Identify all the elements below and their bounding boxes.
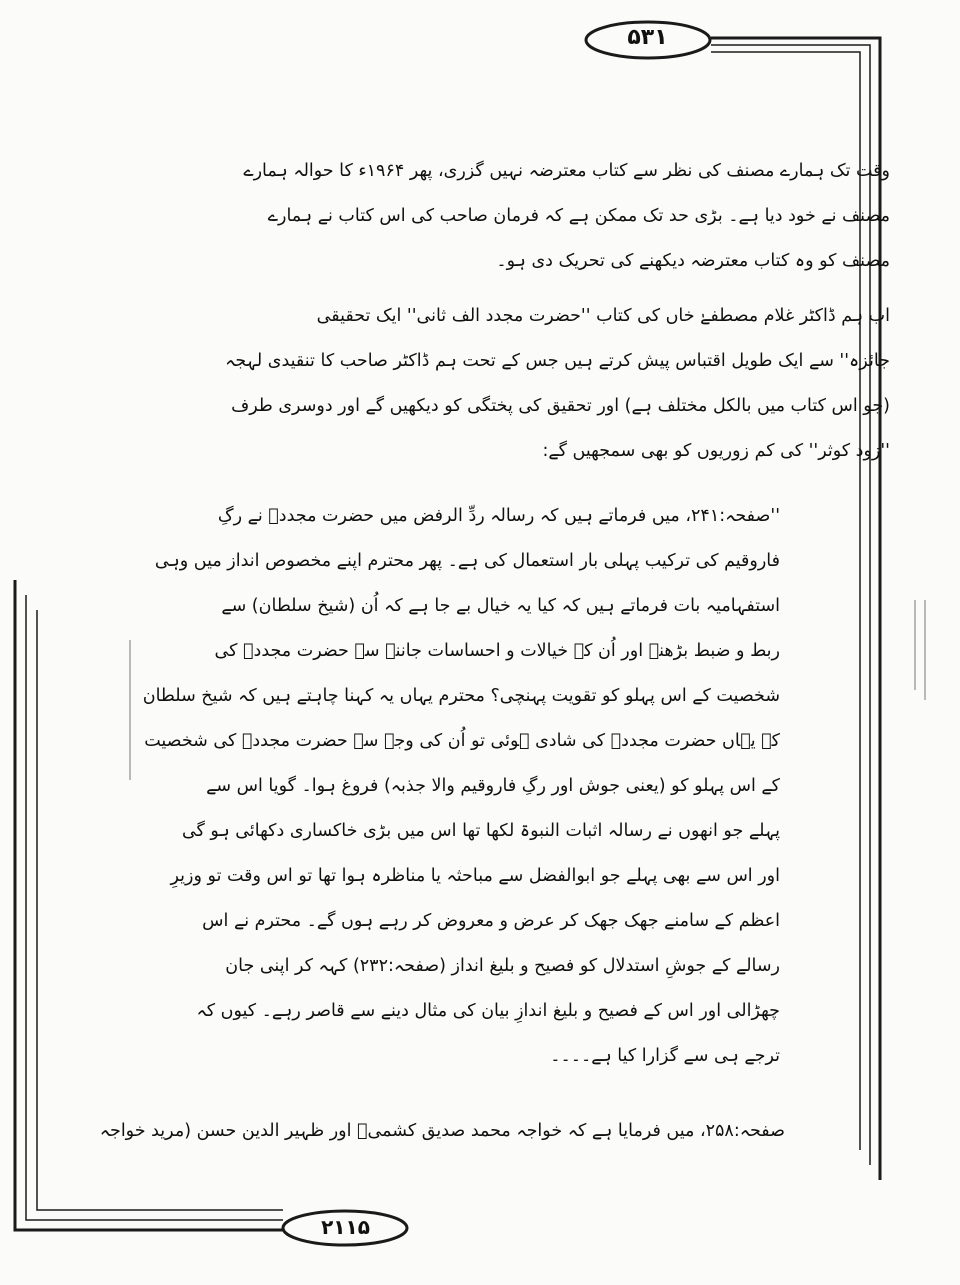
- quote-line: ترجے ہی سے گزارا کیا ہے۔۔۔۔: [550, 1046, 780, 1066]
- bottom-page-number: ۲۱۱۵: [321, 1215, 370, 1239]
- paragraph-3-line: صفحہ:۲۵۸، میں فرمایا ہے کہ خواجہ محمد صدیق کشمیؒ اور ظہیر الدین حسن (مرید خواجہ: [99, 1121, 785, 1141]
- quote-line: کے یہاں حضرت مجددؒ کی شادی ہوئی تو اُن کی وجہ سے حضرت مجددؒ کی شخصیت: [144, 731, 780, 751]
- paragraph-2-line: جائزہ'' سے ایک طویل اقتباس پیش کرتے ہیں جس کے تحت ہم ڈاکٹر صاحب کا تنقیدی لہجہ: [225, 351, 890, 371]
- quote-line: ربط و ضبط بڑھنے اور اُن کے خیالات و احساسات جاننے سے حضرت مجددؒ کی: [214, 641, 780, 661]
- quote-line: کے اس پہلو کو (یعنی جوش اور رگِ فاروقیم والا جذبہ) فروغ ہوا۔ گویا اس سے: [206, 776, 780, 796]
- paragraph-2: [150, 295, 890, 475]
- paragraph-2-line: ''زود کوثر'' کی کم زوریوں کو بھی سمجھیں گے:: [542, 441, 890, 461]
- quote-line: اور اس سے بھی پہلے جو ابوالفضل سے مباحثہ یا مناظرہ ہوا تھا تو اس وقت تو وزیرِ: [170, 866, 780, 886]
- quote-line: فاروقیم کی ترکیب پہلی بار استعمال کی ہے۔ پھر محترم اپنے مخصوص انداز میں وہی: [154, 551, 780, 571]
- paragraph-1-line: مصنف کو وہ کتاب معترضہ دیکھنے کی تحریک دی ہو۔: [496, 251, 890, 271]
- quote-line: شخصیت کے اس پہلو کو تقویت پہنچی؟ محترم یہاں یہ کہنا چاہتے ہیں کہ شیخ سلطان: [142, 686, 780, 706]
- paragraph-3: [99, 1110, 785, 1155]
- quote-line: اعظم کے سامنے جھک جھک کر عرض و معروض کر رہے ہوں گے۔ محترم نے اس: [202, 911, 780, 931]
- block-quote: [142, 495, 780, 1095]
- paragraph-1: [150, 150, 890, 290]
- paragraph-2-line: (جو اس کتاب میں بالکل مختلف ہے) اور تحقیق کی پختگی کو دیکھیں گے اور دوسری طرف: [231, 396, 890, 416]
- quote-line: استفہامیہ بات فرماتے ہیں کہ کیا یہ خیال بے جا ہے کہ اُن (شیخ سلطان) سے: [221, 596, 780, 616]
- quote-line: پہلے جو انھوں نے رسالہ اثبات النبوۃ لکھا تھا اس میں بڑی خاکساری دکھائی ہو گی: [181, 821, 780, 841]
- paragraph-1-line: مصنف نے خود دیا ہے۔ بڑی حد تک ممکن ہے کہ فرمان صاحب کی اس کتاب نے ہمارے: [267, 206, 890, 226]
- paragraph-2-line: اب ہم ڈاکٹر غلام مصطفےٰ خاں کی کتاب ''حضرت مجدد الف ثانی'' ایک تحقیقی: [316, 306, 890, 326]
- quote-line: چھڑالی اور اس کے فصیح و بلیغ اندازِ بیان کی مثال دینے سے قاصر رہے۔ کیوں کہ: [196, 1001, 780, 1021]
- paragraph-1-line: وقت تک ہمارے مصنف کی نظر سے کتاب معترضہ نہیں گزری، پھر ۱۹۶۴ء کا حوالہ ہمارے: [243, 161, 890, 181]
- quote-line: رسالے کے جوشِ استدلال کو فصیح و بلیغ انداز (صفحہ:۲۳۲) کہہ کر اپنی جان: [225, 956, 780, 976]
- quote-line: ''صفحہ:۲۴۱، میں فرماتے ہیں کہ رسالہ ردِّ الرفض میں حضرت مجددؒ نے رگِ: [217, 506, 780, 526]
- top-page-number: ۵۳۱: [627, 25, 668, 50]
